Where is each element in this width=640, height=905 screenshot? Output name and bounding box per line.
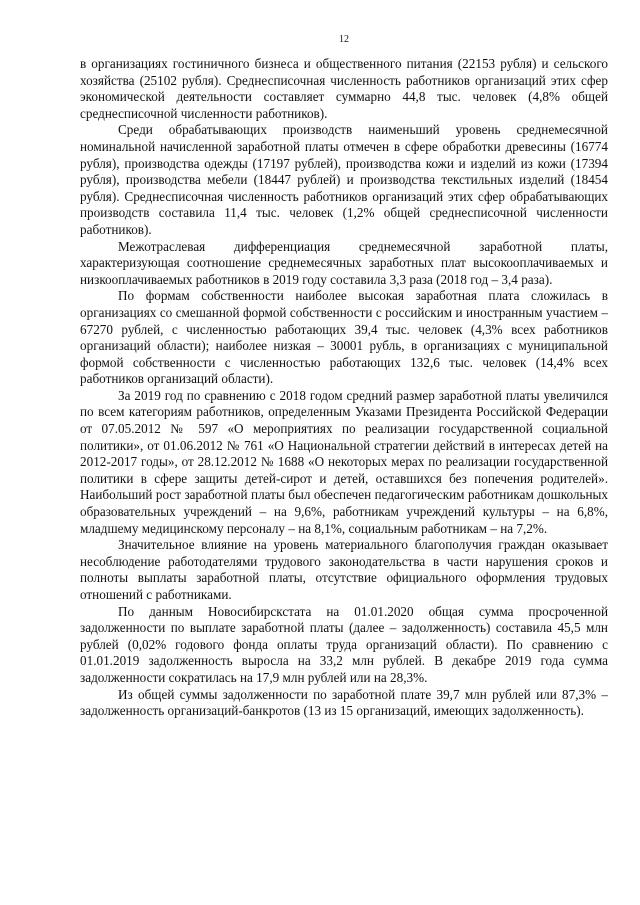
paragraph-6: Значительное влияние на уровень материального благополучия граждан оказывает несоблюдение работодателями трудового законодательства в части нарушения сроков и полноты выплаты заработной платы, отсутствие официального оформления трудовых отношений с работниками. <box>80 537 608 602</box>
paragraph-5: За 2019 год по сравнению с 2018 годом средний размер заработной платы увеличился по всем категориям работников, определенным Указами Президента Российской Федерации от 07.05.2012 № 597 «О мероприятиях по реализации государственной социальной политики», от 01.06.2012 № 761 «О Национальной стратегии действий в интересах детей на 2012-2017 годы», от 28.12.2012 № 1688 «О некоторых мерах по реализации государственной политики в сфере защиты детей-сирот и детей, оставшихся без попечения родителей». Наибольший рост заработной платы был обеспечен педагогическим работникам дошкольных образовательных учреждений – на 9,6%, работникам учреждений культуры – на 6,8%, младшему медицинскому персоналу – на 8,1%, социальным работникам – на 7,2%. <box>80 387 608 536</box>
paragraph-7: По данным Новосибирскстата на 01.01.2020 общая сумма просроченной задолженности по выплате заработной платы (далее – задолженность) составила 45,5 млн рублей (0,02% годового фонда оплаты труда организаций области). По сравнению с 01.01.2019 задолженность выросла на 33,2 млн рублей. В декабре 2019 года сумма задолженности сократилась на 17,9 млн рублей или на 28,3%. <box>80 603 608 685</box>
paragraph-4: По формам собственности наиболее высокая заработная плата сложилась в организациях со смешанной формой собственности с российским и иностранным участием – 67270 рублей, с численностью работающих 39,4 тыс. человек (4,3% всех работников организаций области); наиболее низкая – 30001 рубль, в организациях с муниципальной формой собственности с численностью работающих 132,6 тыс. человек (14,4% всех работников организаций области). <box>80 288 608 387</box>
page-number: 12 <box>339 34 349 45</box>
paragraph-1: в организациях гостиничного бизнеса и общественного питания (22153 рубля) и сельского хозяйства (25102 рубля). Среднесписочная численность работников организаций этих сфер экономической деятельности составляет суммарно 44,8 тыс. человек (4,8% общей среднесписочной численности работников). <box>80 56 608 121</box>
paragraph-2: Среди обрабатывающих производств наименьший уровень среднемесячной номинальной начисленной заработной платы отмечен в сфере обработки древесины (16774 рубля), производства одежды (17197 рублей), производства кожи и изделий из кожи (17394 рубля), производства мебели (18447 рублей) и производства текстильных изделий (18454 рубля). Среднесписочная численность работников организаций этих сфер обрабатывающих производств составила 11,4 тыс. человек (1,2% общей среднесписочной численности работников). <box>80 122 608 237</box>
paragraph-8: Из общей суммы задолженности по заработной плате 39,7 млн рублей или 87,3% – задолженность организаций-банкротов (13 из 15 организаций, имеющих задолженность). <box>80 686 608 719</box>
paragraph-3: Межотраслевая дифференциация среднемесячной заработной платы, характеризующая соотношение среднемесячных заработных плат высокооплачиваемых и низкооплачиваемых работников в 2019 году составила 3,3 раза (2018 год – 3,4 раза). <box>80 238 608 287</box>
